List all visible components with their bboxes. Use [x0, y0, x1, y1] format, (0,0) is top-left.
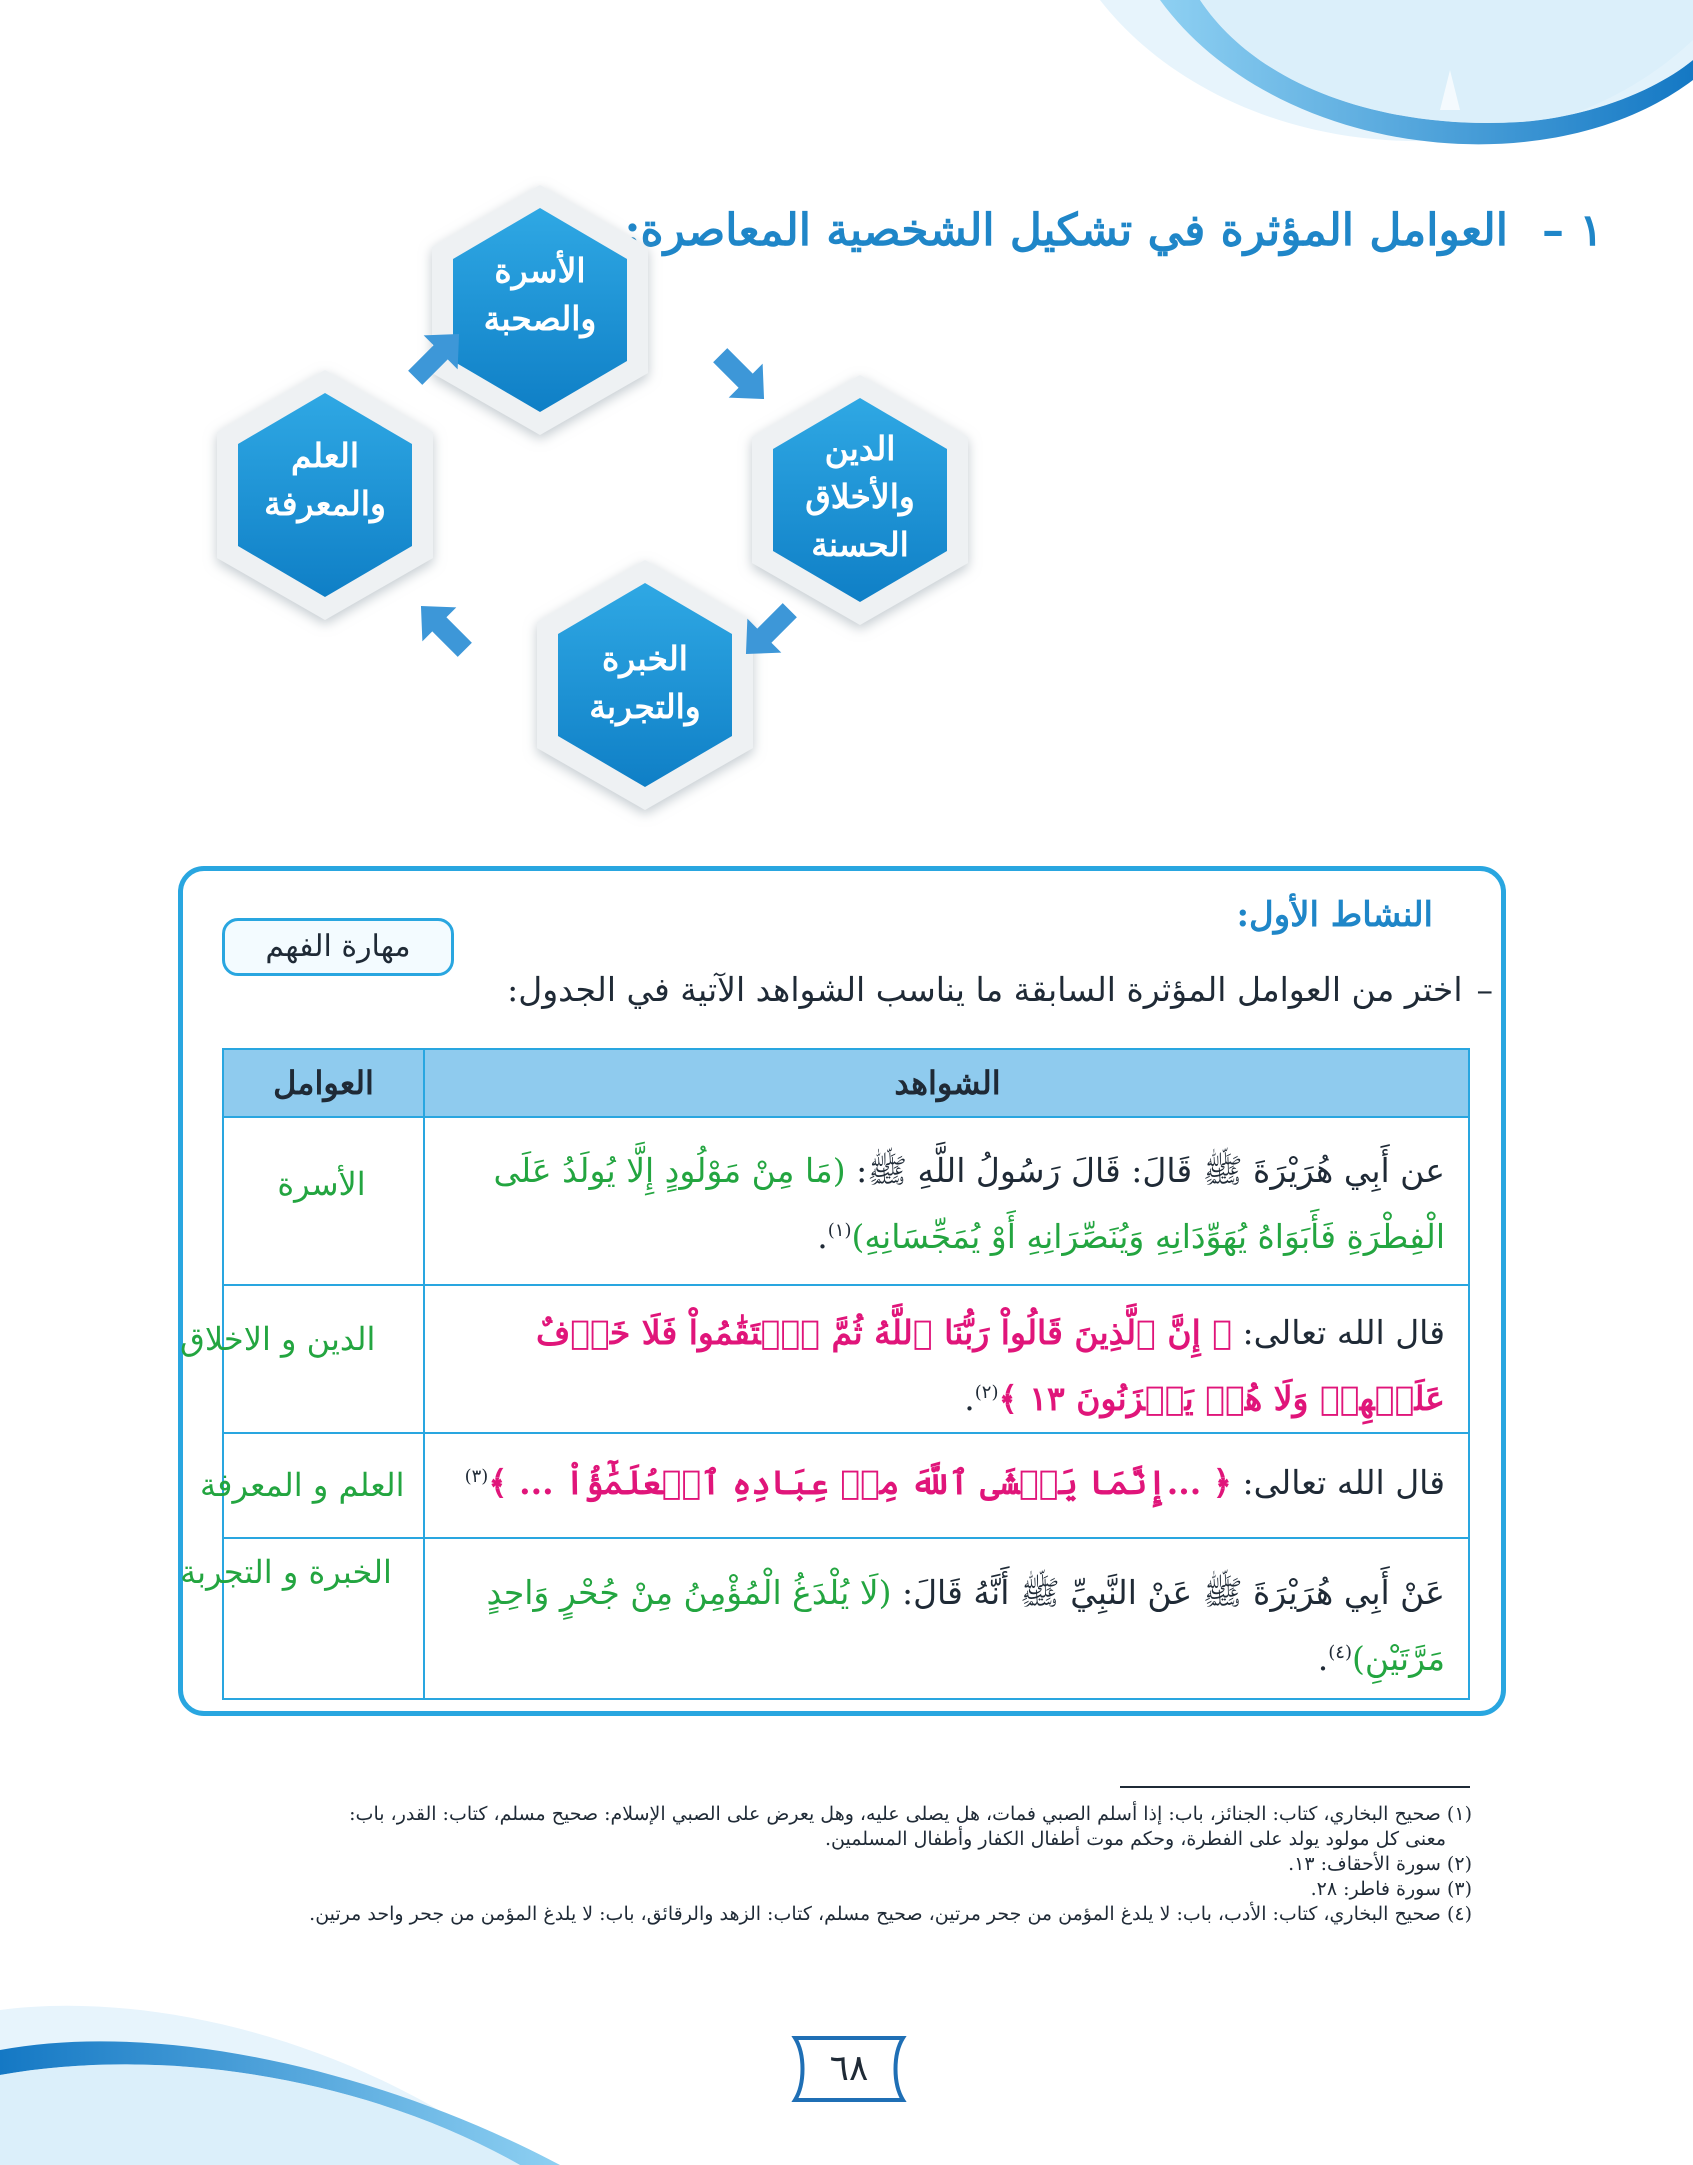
hex-experience-line-2: والتجربة	[589, 686, 701, 726]
footnote-3: (٣) سورة فاطر: ٢٨.	[1310, 1878, 1472, 1900]
section-title: العوامل المؤثرة في تشكيل الشخصية المعاصرة:	[624, 205, 1509, 256]
evidence-4-intro: عَنْ أَبِي هُرَيْرَةَ ﷺ عَنْ النَّبِيِّ ﷺ أَنَّهُ قَالَ:	[901, 1573, 1445, 1612]
activity-instruction	[393, 970, 1493, 1009]
evidence-3-note: (٣)	[464, 1466, 489, 1487]
evidence-2-intro: قال الله تعالى:	[1242, 1313, 1445, 1352]
factor-answer-3: العلم و المعرفة	[200, 1466, 405, 1504]
evidence-cell-3	[425, 1450, 1465, 1516]
footnote-1: (١) صحيح البخاري، كتاب: الجنائز، باب: إذا أسلم الصبي فمات، هل يصلى عليه، وهل يعرض على الصبي الإسلام: صحيح مسلم، كتاب: القدر، باب:	[349, 1803, 1472, 1825]
evidence-1-quote: (مَا مِنْ مَوْلُودٍ إِلَّا يُولَدُ عَلَى الْفِطْرَةِ فَأَبَوَاهُ يُهَوِّدَانِهِ وَيُنَصِّرَانِهِ أَوْ يُمَجِّسَانِهِ)	[493, 1151, 1445, 1256]
evidence-4-note: (٤)	[1328, 1642, 1352, 1663]
evidence-cell-4	[425, 1560, 1465, 1692]
arrow-family-to-religion	[703, 338, 781, 416]
hex-experience-line-1: الخبرة	[602, 639, 688, 678]
hex-knowledge-line-1: العلم	[290, 436, 360, 475]
evidence-2-quote: ﴿ إِنَّ ٱلَّذِينَ قَالُواْ رَبُّنَا ٱللَّهُ ثُمَّ ٱسۡتَقَٰمُواْ فَلَا خَوۡفٌ عَلَيۡهِمۡ وَلَا هُمۡ يَحۡزَنُونَ ١٣ ﴾	[536, 1313, 1445, 1418]
evidence-1-intro: عن أَبِي هُرَيْرَةَ ﷺ قَالَ: قَالَ رَسُولُ اللَّهِ ﷺ:	[856, 1151, 1445, 1190]
footnote-2: (٢) سورة الأحقاف: ١٣.	[1288, 1853, 1472, 1875]
footnote-1-continued: معنى كل مولود يولد على الفطرة، وحكم موت أطفال الكفار وأطفال المسلمين.	[825, 1828, 1446, 1850]
factor-answer-4: الخبرة و التجربة	[180, 1553, 392, 1591]
hex-religion-line-2: والأخلاق	[805, 476, 915, 516]
hex-knowledge-line-2: والمعرفة	[264, 483, 386, 523]
evidence-2-note: (٢)	[974, 1382, 999, 1403]
hex-family-line-1: الأسرة	[494, 251, 586, 290]
row-divider	[224, 1537, 1468, 1539]
row-divider	[224, 1284, 1468, 1286]
instruction-text: اختر من العوامل المؤثرة السابقة ما يناسب الشواهد الآتية في الجدول:	[507, 970, 1463, 1009]
hex-experience-label	[540, 635, 750, 731]
footnote-4: (٤) صحيح البخاري، كتاب: الأدب، باب: لا يلدغ المؤمن من جحر مرتين، صحيح مسلم، كتاب: الزهد والرقائق، باب: لا يلدغ المؤمن من جحر واحد مرتين.	[309, 1903, 1472, 1925]
evidence-1-note: (١)	[827, 1220, 852, 1241]
evidence-3-quote: ﴿ ...إِنَّمَا يَخۡشَى ٱللَّهَ مِنۡ عِبَادِهِ ٱلۡعُلَمَٰٓؤُاْ ... ﴾	[488, 1463, 1233, 1502]
evidence-table	[222, 1048, 1470, 1700]
evidence-3-intro: قال الله تعالى:	[1242, 1463, 1445, 1502]
section-number: ١ –	[1542, 205, 1603, 256]
factor-answer-1: الأسرة	[277, 1165, 366, 1203]
hex-family-label	[435, 247, 645, 343]
footnotes	[190, 1802, 1472, 1927]
activity-title: النشاط الأول:	[1236, 895, 1433, 935]
row-divider	[224, 1116, 1468, 1118]
header-factors: العوامل	[273, 1064, 374, 1102]
header-evidence: الشواهد	[894, 1064, 1001, 1102]
instruction-dash: –	[1476, 970, 1493, 1009]
skill-badge: مهارة الفهم	[222, 918, 454, 976]
hex-religion-line-1: الدين	[824, 429, 896, 468]
evidence-4-end: .	[1317, 1639, 1329, 1678]
hex-religion-label	[755, 425, 965, 569]
hex-religion-line-3: الحسنة	[811, 524, 909, 564]
evidence-4-quote: (لَا يُلْدَغُ الْمُؤْمِنُ مِنْ جُحْرٍ وَاحِدٍ مَرَّتَيْنِ)	[486, 1573, 1445, 1678]
factor-answer-2: الدين و الاخلاق	[180, 1320, 376, 1358]
evidence-cell-1	[425, 1138, 1465, 1270]
evidence-1-end: .	[817, 1217, 828, 1256]
page-number: ٦٨	[829, 2048, 869, 2089]
evidence-2-end: .	[964, 1379, 975, 1418]
hex-family-line-2: والصحبة	[483, 298, 597, 338]
arrow-experience-to-knowledge	[404, 589, 482, 667]
row-divider	[224, 1432, 1468, 1434]
footnote-rule	[1120, 1786, 1470, 1788]
evidence-cell-2	[425, 1300, 1465, 1432]
hex-knowledge-label	[220, 432, 430, 528]
